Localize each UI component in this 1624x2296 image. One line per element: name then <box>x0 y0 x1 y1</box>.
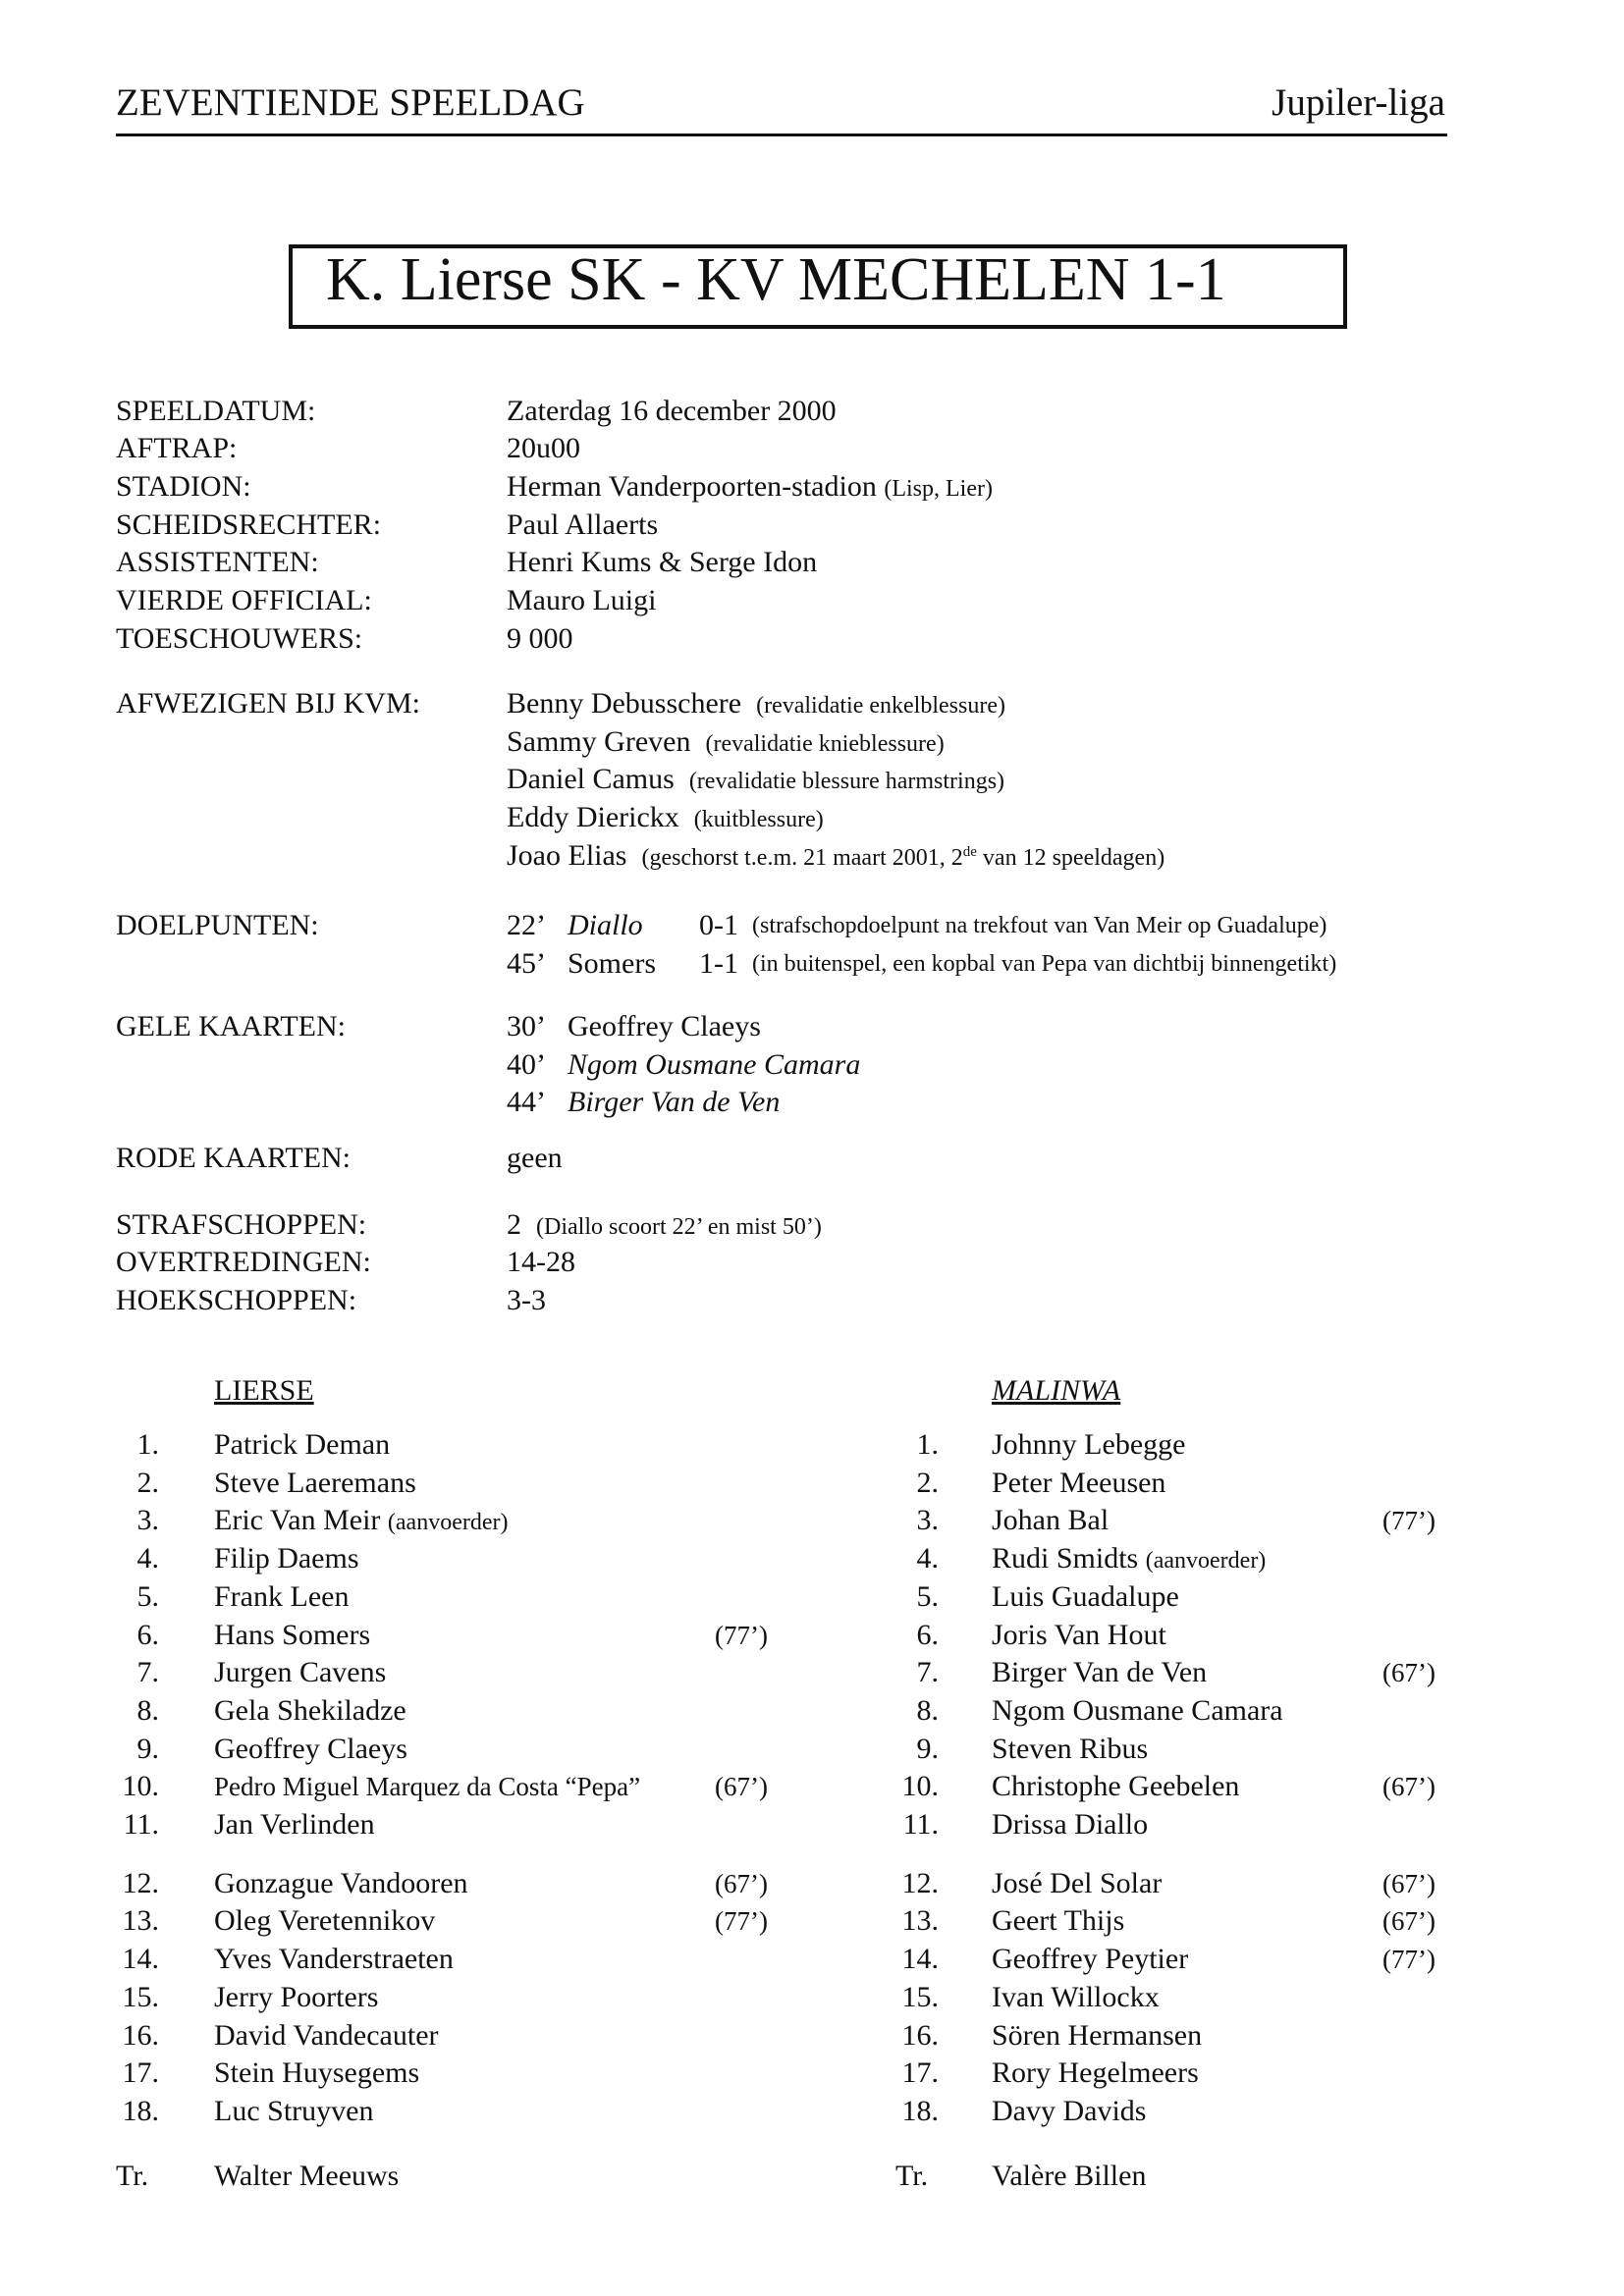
page-header-left: ZEVENTIENDE SPEELDAG <box>116 81 585 124</box>
player-number: 12. <box>122 1866 159 1899</box>
player-number: 11. <box>902 1808 939 1841</box>
player-name-text: Sören Hermansen <box>992 2018 1203 2052</box>
red-cards-label: RODE KAARTEN: <box>116 1142 352 1174</box>
player-number: 14. <box>122 1943 159 1976</box>
player-name-text: Ivan Willockx <box>992 1980 1160 2013</box>
fouls-value: 14-28 <box>507 1246 575 1278</box>
player-name <box>992 1770 1239 1803</box>
player-name-text: Yves Vanderstraeten <box>214 1943 454 1976</box>
absent-item <box>507 687 1005 721</box>
player-name-text: Drissa Diallo <box>992 1808 1149 1841</box>
player-name <box>214 1808 375 1842</box>
player-number: 10. <box>901 1770 939 1803</box>
player-name <box>214 1580 349 1614</box>
coach-name: Walter Meeuws <box>214 2160 400 2192</box>
player-number: 8. <box>916 1693 939 1727</box>
substitution-minute: (67’) <box>1382 1658 1435 1688</box>
player-name <box>992 1467 1165 1500</box>
coach-name: Valère Billen <box>992 2160 1147 2192</box>
player-name-text: Eric Van Meir <box>214 1504 381 1537</box>
player-name <box>992 1504 1109 1537</box>
date-value: Zaterdag 16 december 2000 <box>507 395 837 427</box>
player-name <box>214 1467 416 1500</box>
match-title: K. Lierse SK - KV MECHELEN 1-1 <box>326 246 1226 313</box>
absent-name: Daniel Camus <box>507 763 675 795</box>
player-number: 16. <box>901 2018 939 2052</box>
player-name-text: Jan Verlinden <box>214 1808 375 1841</box>
player-name-text: Gonzague Vandooren <box>214 1866 468 1899</box>
spectators-label: TOESCHOUWERS: <box>116 622 363 655</box>
player-number: 4. <box>136 1542 159 1575</box>
player-name <box>992 1580 1179 1614</box>
captain-note: (aanvoerder) <box>1145 1548 1267 1575</box>
player-name-text: Luc Struyven <box>214 2094 374 2127</box>
card-player: Birger Van de Ven <box>568 1086 781 1118</box>
player-name <box>992 2019 1202 2053</box>
fourth-official-value: Mauro Luigi <box>507 584 657 616</box>
player-number: 5. <box>916 1579 939 1613</box>
player-name <box>214 1542 359 1575</box>
referee-value: Paul Allaerts <box>507 508 659 541</box>
player-number: 12. <box>901 1866 939 1899</box>
stadium-value <box>507 470 993 504</box>
player-number: 6. <box>136 1618 159 1651</box>
player-number: 3. <box>916 1504 939 1537</box>
player-name <box>214 2056 419 2090</box>
player-name <box>992 1867 1162 1900</box>
referee-label: SCHEIDSRECHTER: <box>116 508 382 541</box>
player-name <box>214 1428 390 1462</box>
kickoff-value: 20u00 <box>507 432 580 464</box>
absent-item <box>507 839 1164 873</box>
player-name-text: Frank Leen <box>214 1579 350 1613</box>
player-name-text: Geert Thijs <box>992 1904 1125 1938</box>
player-name-text: Rory Hegelmeers <box>992 2056 1199 2090</box>
player-name-text: Peter Meeusen <box>992 1466 1166 1499</box>
player-number: 13. <box>901 1904 939 1938</box>
player-name <box>992 1943 1188 1976</box>
goal-score: 1-1 <box>699 947 738 980</box>
goal-player: Diallo <box>568 909 643 941</box>
card-player: Ngom Ousmane Camara <box>568 1048 861 1081</box>
fouls-label: OVERTREDINGEN: <box>116 1246 371 1278</box>
absent-note: (revalidatie blessure harmstrings) <box>688 769 1005 794</box>
player-number: 8. <box>136 1693 159 1727</box>
player-name-text: José Del Solar <box>992 1866 1163 1899</box>
goal-player: Somers <box>568 947 656 980</box>
substitution-minute: (77’) <box>715 1906 768 1937</box>
player-name <box>992 1542 1266 1575</box>
player-number: 17. <box>122 2056 159 2090</box>
goal-minute: 22’ <box>507 909 546 941</box>
player-name <box>992 1981 1160 2014</box>
player-number: 13. <box>122 1904 159 1938</box>
player-name-text: Davy Davids <box>992 2094 1147 2127</box>
player-name <box>214 1656 386 1689</box>
player-name <box>992 1619 1166 1652</box>
spectators-value: 9 000 <box>507 622 573 655</box>
absent-note: (revalidatie enkelblessure) <box>756 693 1005 719</box>
substitution-minute: (77’) <box>1382 1506 1435 1536</box>
absent-name: Sammy Greven <box>507 725 691 758</box>
absent-name: Joao Elias <box>507 839 627 872</box>
player-name <box>992 2056 1199 2090</box>
player-name-text: Johnny Lebegge <box>992 1428 1186 1461</box>
player-name-text: Patrick Deman <box>214 1428 391 1461</box>
card-player: Geoffrey Claeys <box>568 1010 761 1042</box>
player-number: 18. <box>901 2094 939 2127</box>
penalties-count: 2 <box>507 1208 521 1241</box>
substitution-minute: (67’) <box>1382 1772 1435 1802</box>
player-number: 11. <box>123 1808 159 1841</box>
absent-note-pre: (geschorst t.e.m. 21 maart 2001, 2 <box>641 845 963 871</box>
player-name-text: Steven Ribus <box>992 1732 1149 1765</box>
card-minute: 30’ <box>507 1010 546 1042</box>
stadium-name: Herman Vanderpoorten-stadion <box>507 470 877 503</box>
stadium-note: (Lisp, Lier) <box>884 476 993 502</box>
substitution-minute: (77’) <box>715 1620 768 1650</box>
player-number: 1. <box>916 1428 939 1461</box>
page-header-right: Jupiler-liga <box>1272 81 1445 124</box>
player-name <box>992 1904 1124 1938</box>
player-name-text: Luis Guadalupe <box>992 1579 1179 1613</box>
substitution-minute: (67’) <box>1382 1906 1435 1937</box>
absent-item <box>507 763 1004 796</box>
assistants-value: Henri Kums & Serge Idon <box>507 546 818 578</box>
absent-note <box>641 845 1164 871</box>
goal-note: (strafschopdoelpunt na trekfout van Van Meir op Guadalupe) <box>752 913 1327 938</box>
player-name <box>992 1656 1207 1689</box>
player-name-text: Hans Somers <box>214 1618 371 1651</box>
goals-label: DOELPUNTEN: <box>116 909 319 941</box>
player-name-text: David Vandecauter <box>214 2018 439 2052</box>
absent-item <box>507 801 824 834</box>
player-name <box>214 1770 640 1803</box>
player-name-text: Geoffrey Peytier <box>992 1943 1189 1976</box>
absent-note: (kuitblessure) <box>693 807 824 832</box>
red-cards-value: geen <box>507 1142 563 1174</box>
substitution-minute: (77’) <box>1382 1945 1435 1975</box>
player-number: 7. <box>136 1656 159 1689</box>
player-name <box>992 1428 1185 1462</box>
penalties-note: (Diallo scoort 22’ en mist 50’) <box>536 1214 822 1240</box>
player-name <box>214 2019 439 2053</box>
player-name-text: Rudi Smidts <box>992 1542 1139 1575</box>
absent-name: Eddy Dierickx <box>507 801 679 833</box>
player-number: 16. <box>122 2018 159 2052</box>
player-name <box>214 1943 454 1976</box>
team-heading-malinwa: MALINWA <box>992 1374 1121 1407</box>
player-number: 14. <box>901 1943 939 1976</box>
corners-value: 3-3 <box>507 1284 546 1316</box>
player-number: 18. <box>122 2094 159 2127</box>
goal-note: (in buitenspel, een kopbal van Pepa van dichtbij binnengetikt) <box>752 951 1337 977</box>
player-name-text: Birger Van de Ven <box>992 1656 1208 1689</box>
player-name-text: Oleg Veretennikov <box>214 1904 436 1938</box>
player-name-text: Steve Laeremans <box>214 1466 416 1499</box>
player-name <box>992 1808 1148 1842</box>
player-name-text: Jurgen Cavens <box>214 1656 387 1689</box>
captain-note: (aanvoerder) <box>387 1510 509 1536</box>
player-number: 3. <box>136 1504 159 1537</box>
card-minute: 44’ <box>507 1086 546 1118</box>
player-number: 6. <box>916 1618 939 1651</box>
player-name <box>992 2095 1146 2128</box>
assistants-label: ASSISTENTEN: <box>116 546 319 578</box>
player-name-text: Ngom Ousmane Camara <box>992 1693 1283 1727</box>
kickoff-label: AFTRAP: <box>116 432 238 464</box>
stadium-label: STADION: <box>116 470 251 503</box>
fourth-official-label: VIERDE OFFICIAL: <box>116 584 372 616</box>
player-name <box>992 1694 1283 1728</box>
player-name <box>214 1733 407 1766</box>
header-divider <box>116 133 1447 136</box>
player-name-text: Geoffrey Claeys <box>214 1732 407 1765</box>
penalties-value <box>507 1208 822 1242</box>
player-name <box>214 1619 370 1652</box>
player-name-text: Pedro Miguel Marquez da Costa “Pepa” <box>214 1772 641 1802</box>
player-name <box>214 1867 468 1900</box>
absent-label: AFWEZIGEN BIJ KVM: <box>116 687 420 720</box>
card-minute: 40’ <box>507 1048 546 1081</box>
goal-score: 0-1 <box>699 909 738 941</box>
player-name <box>214 1981 378 2014</box>
player-name <box>214 1694 406 1728</box>
yellow-cards-label: GELE KAARTEN: <box>116 1010 346 1042</box>
player-name-text: Jerry Poorters <box>214 1980 379 2013</box>
player-number: 4. <box>916 1542 939 1575</box>
absent-note-post: van 12 speeldagen) <box>976 845 1165 871</box>
player-number: 2. <box>916 1466 939 1499</box>
player-name-text: Gela Shekiladze <box>214 1693 406 1727</box>
player-name <box>214 2095 373 2128</box>
player-number: 9. <box>136 1732 159 1765</box>
penalties-label: STRAFSCHOPPEN: <box>116 1208 367 1241</box>
player-number: 5. <box>136 1579 159 1613</box>
player-number: 2. <box>136 1466 159 1499</box>
coach-label: Tr. <box>895 2160 929 2192</box>
player-number: 15. <box>901 1980 939 2013</box>
player-name-text: Stein Huysegems <box>214 2056 420 2090</box>
absent-name: Benny Debusschere <box>507 687 742 720</box>
absent-item <box>507 725 945 759</box>
absent-note: (revalidatie knieblessure) <box>705 731 945 757</box>
player-number: 17. <box>901 2056 939 2090</box>
absent-note-sup: de <box>962 844 977 860</box>
substitution-minute: (67’) <box>715 1868 768 1898</box>
player-name-text: Filip Daems <box>214 1542 359 1575</box>
date-label: SPEELDATUM: <box>116 395 316 427</box>
player-name <box>214 1904 435 1938</box>
player-number: 7. <box>916 1656 939 1689</box>
player-name <box>214 1504 508 1537</box>
substitution-minute: (67’) <box>715 1772 768 1802</box>
substitution-minute: (67’) <box>1382 1868 1435 1898</box>
player-number: 1. <box>136 1428 159 1461</box>
goal-minute: 45’ <box>507 947 546 980</box>
player-number: 9. <box>916 1732 939 1765</box>
player-name <box>992 1733 1148 1766</box>
player-number: 10. <box>122 1770 159 1803</box>
player-name-text: Johan Bal <box>992 1504 1110 1537</box>
player-name-text: Christophe Geebelen <box>992 1770 1240 1803</box>
player-name-text: Joris Van Hout <box>992 1618 1166 1651</box>
coach-label: Tr. <box>116 2160 149 2192</box>
player-number: 15. <box>122 1980 159 2013</box>
team-heading-lierse: LIERSE <box>214 1374 314 1407</box>
corners-label: HOEKSCHOPPEN: <box>116 1284 357 1316</box>
